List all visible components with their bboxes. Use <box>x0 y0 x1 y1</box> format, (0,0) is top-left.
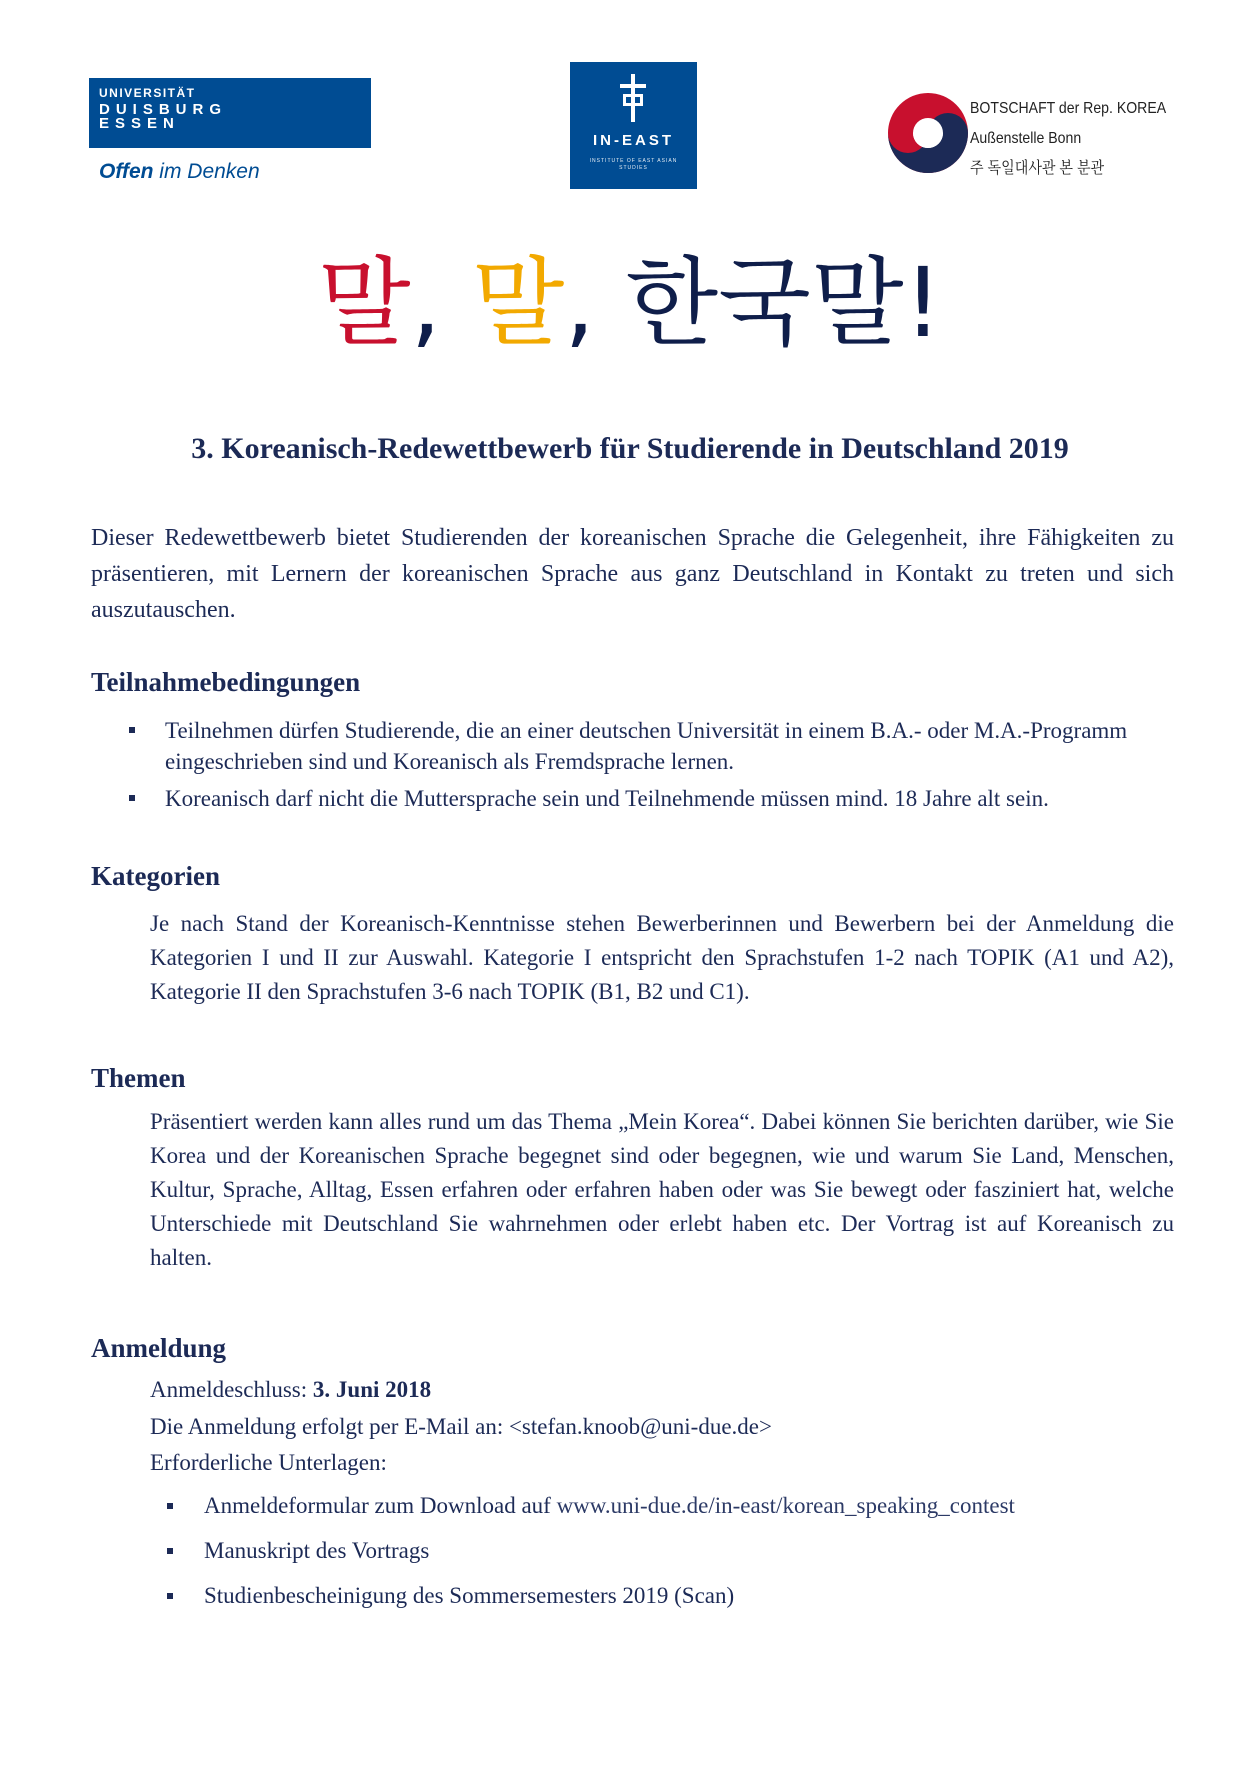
headline-separator-2: , <box>564 247 595 359</box>
embassy-line1: BOTSCHAFT der Rep. KOREA <box>970 100 1167 117</box>
embassy-logo <box>888 84 1188 184</box>
intro-paragraph: Dieser Redewettbewerb bietet Studierenden der koreanischen Sprache die Gelegenheit, ihre Fähigkeiten zu präsentieren, mit Lernern der koreanischen Sprache aus ganz Deutschland in Kontakt zu treten und sich auszutauschen. <box>91 525 1174 623</box>
ude-logo-line2: DUISBURG <box>99 101 228 118</box>
bullet-icon <box>167 1503 173 1509</box>
embassy-line3: 주 독일대사관 본 분관 <box>970 160 1105 177</box>
registration-documents-label: Erforderliche Unterlagen: <box>150 1450 387 1475</box>
conditions-heading: Teilnahmebedingungen <box>91 667 361 697</box>
bullet-icon <box>167 1593 173 1599</box>
embassy-text <box>970 94 1167 184</box>
headline-word-3: 한국말! <box>625 247 943 359</box>
document-item-text: Studienbescheinigung des Sommersemesters 2019 (Scan) <box>204 1583 735 1608</box>
categories-paragraph: Je nach Stand der Koreanisch-Kenntnisse stehen Bewerberinnen und Bewerbern bei der Anmeldung die Kategorien I und II zur Auswahl. Kategorie I entspricht den Sprachstufen 1-2 nach TOPIK (A1 und A2), Kategorie II den Sprachstufen 3-6 nach TOPIK (B1, B2 und C1). <box>150 911 1174 1004</box>
registration-documents-list <box>164 1490 1164 1625</box>
ude-logo-box <box>89 78 371 148</box>
headline-word-2: 말 <box>471 247 565 359</box>
document-item-text: Manuskript des Vortrags <box>204 1538 430 1563</box>
ude-tagline <box>89 160 371 184</box>
ineast-name: IN-EAST <box>593 132 674 149</box>
topics-heading: Themen <box>91 1063 186 1093</box>
contest-title: 3. Koreanisch-Redewettbewerb für Studierende in Deutschland 2019 <box>191 432 1069 465</box>
registration-heading: Anmeldung <box>91 1333 227 1363</box>
document-item <box>164 1490 1164 1535</box>
embassy-line2: Außenstelle Bonn <box>970 130 1082 147</box>
headline-separator-1: , <box>410 247 442 359</box>
deadline-label: Anmeldeschluss: <box>150 1377 313 1402</box>
ude-logo <box>89 78 371 184</box>
topics-paragraph: Präsentiert werden kann alles rund um das Thema „Mein Korea“. Dabei können Sie berichten darüber, wie Sie Korea und der Koreanischen Sprache begegnet sind oder begegnen, wie und warum Sie Land, Menschen, Kultur, Sprache, Alltag, Essen erfahren oder erfahren haben oder was Sie bewegt oder fasziniert hat, welche Unterschiede mit Deutschland Sie wahrnehmen oder erlebt haben etc. Der Vortrag ist auf Koreanisch zu halten. <box>150 1109 1174 1270</box>
categories-heading: Kategorien <box>91 861 220 891</box>
korean-headline <box>0 248 1260 358</box>
conditions-item <box>124 783 1174 814</box>
ineast-logo <box>570 62 697 189</box>
download-link[interactable]: www.uni-due.de/in-east/korean_speaking_contest <box>556 1493 1015 1518</box>
ineast-emblem-icon <box>614 74 652 122</box>
conditions-list <box>124 715 1174 814</box>
ude-tagline-bold: Offen <box>99 160 154 183</box>
document-item <box>164 1580 1164 1625</box>
ude-logo-line1: UNIVERSITÄT <box>99 86 196 100</box>
conditions-item-text: Koreanisch darf nicht die Muttersprache sein und Teilnehmende müssen mind. 18 Jahre alt sein. <box>165 786 1049 811</box>
headline-word-1: 말 <box>317 247 411 359</box>
registration-email: Die Anmeldung erfolgt per E-Mail an: <stefan.knoob@uni-due.de> <box>150 1414 772 1439</box>
ude-tagline-rest: im Denken <box>153 160 260 183</box>
ineast-subtitle: INSTITUTE OF EAST ASIAN STUDIES <box>589 158 678 171</box>
ude-logo-line3: ESSEN <box>99 115 180 132</box>
conditions-item-text: Teilnehmen dürfen Studierende, die an einer deutschen Universität in einem B.A.- oder M.A.-Programm eingeschrieben sind und Koreanisch als Fremdsprache lernen. <box>165 718 1128 774</box>
bullet-icon <box>129 727 135 733</box>
registration-deadline <box>150 1377 431 1403</box>
deadline-value: 3. Juni 2018 <box>312 1377 432 1402</box>
bullet-icon <box>167 1548 173 1554</box>
document-item-text: Anmeldeformular zum Download auf <box>204 1493 557 1518</box>
bullet-icon <box>129 795 135 801</box>
taegeuk-emblem-icon <box>888 84 968 182</box>
document-item <box>164 1535 1164 1580</box>
conditions-item <box>124 715 1174 777</box>
